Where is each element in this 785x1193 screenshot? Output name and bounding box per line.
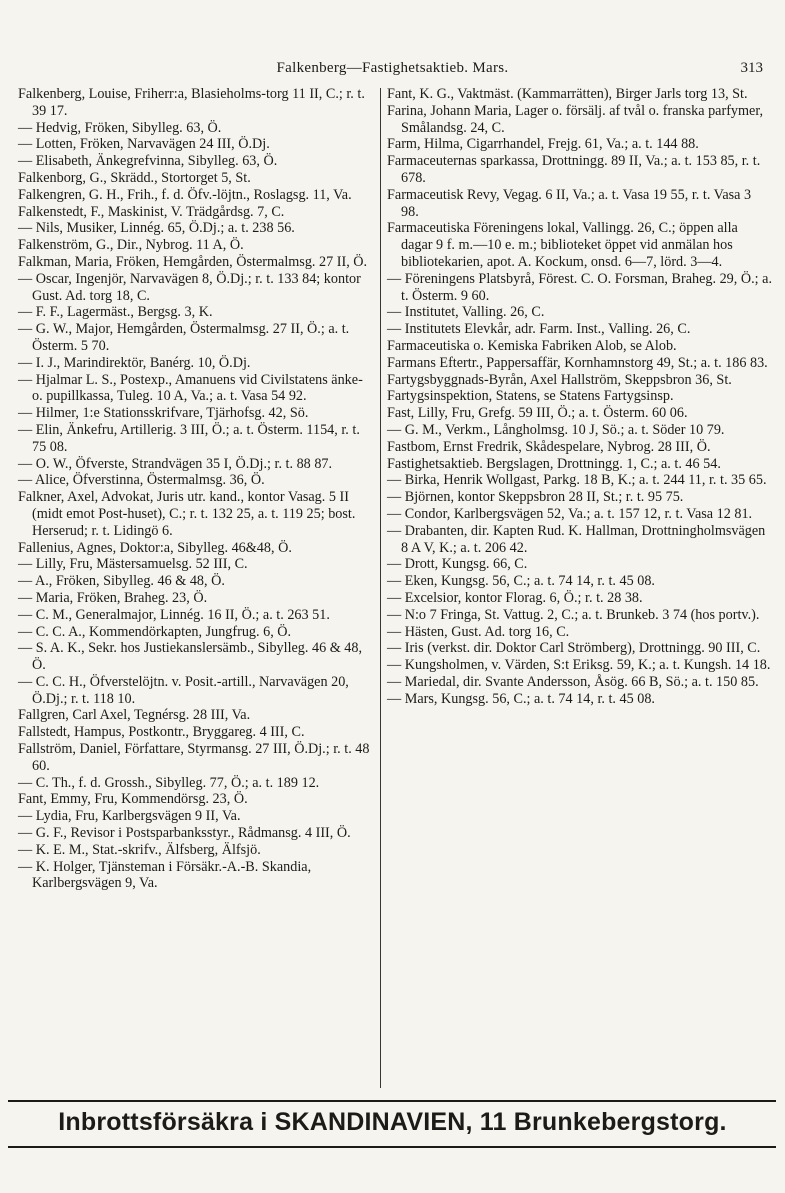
directory-entry: Fastbom, Ernst Fredrik, Skådespelare, Nybrog. 28 III, Ö.: [387, 438, 711, 455]
directory-entry: Farmans Eftertr., Pappersaffär, Kornhamnstorg 49, St.; a. t. 186 83.: [387, 354, 768, 371]
directory-entry: — N:o 7 Fringa, St. Vattug. 2, C.; a. t. Brunkeb. 3 74 (hos portv.).: [387, 606, 760, 623]
directory-entry: Falkman, Maria, Fröken, Hemgården, Östermalmsg. 27 II, Ö.: [18, 253, 368, 270]
column-divider: [380, 88, 381, 1088]
advertisement: Inbrottsförsäkra i SKANDINAVIEN, 11 Brunkebergstorg.: [58, 1108, 727, 1136]
directory-entry: — Elisabeth, Änkegrefvinna, Sibylleg. 63, Ö.: [18, 153, 278, 170]
directory-entry: — F. F., Lagermäst., Bergsg. 3, K.: [18, 304, 213, 321]
directory-entry: Fant, Emmy, Fru, Kommendörsg. 23, Ö.: [18, 791, 248, 808]
directory-entry: — K. Holger, Tjänsteman i Försäkr.-A.-B. Skandia, Karlbergsvägen 9, Va.: [18, 858, 312, 892]
directory-entry: Falkenberg, Louise, Friherr:a, Blasieholms-torg 11 II, C.; r. t. 39 17.: [18, 86, 365, 119]
directory-entry: — Hilmer, 1:e Stationsskrifvare, Tjärhofsg. 42, Sö.: [18, 405, 309, 422]
directory-entry: Falkenstedt, F., Maskinist, V. Trädgårdsg. 7, C.: [18, 203, 285, 220]
directory-entry: — Drabanten, dir. Kapten Rud. K. Hallman, Drottningholmsvägen 8 A V, K.; a. t. 206 42.: [387, 522, 766, 556]
directory-entry: — K. E. M., Stat.-skrifv., Älfsberg, Älfsjö.: [18, 841, 261, 858]
directory-entry: Farmaceuternas sparkassa, Drottningg. 89 II, Va.; a. t. 153 85, r. t. 678.: [387, 153, 761, 186]
page-header: [0, 60, 785, 82]
directory-entry: — S. A. K., Sekr. hos Justiekanslersämb., Sibylleg. 46 & 48, Ö.: [18, 640, 363, 674]
directory-entry: — Mariedal, dir. Svante Andersson, Åsög. 66 B, Sö.; a. t. 150 85.: [387, 673, 759, 690]
directory-entry: — G. M., Verkm., Långholmsg. 10 J, Sö.; a. t. Söder 10 79.: [387, 421, 725, 438]
directory-entry: — Maria, Fröken, Braheg. 23, Ö.: [18, 589, 208, 606]
directory-entry: — C. C. A., Kommendörkapten, Jungfrug. 6, Ö.: [18, 623, 292, 640]
directory-entry: — Björnen, kontor Skeppsbron 28 II, St.; r. t. 95 75.: [387, 489, 684, 506]
directory-entry: — C. Th., f. d. Grossh., Sibylleg. 77, Ö.; a. t. 189 12.: [18, 774, 320, 791]
directory-entry: — Institutet, Valling. 26, C.: [387, 304, 545, 321]
directory-entry: Falkenström, G., Dir., Nybrog. 11 A, Ö.: [18, 237, 244, 254]
directory-entry: — Alice, Öfverstinna, Östermalmsg. 36, Ö.: [18, 472, 265, 489]
directory-entry: Fallgren, Carl Axel, Tegnérsg. 28 III, Va.: [18, 707, 251, 724]
directory-entry: Farina, Johann Maria, Lager o. försälj. af tvål o. franska parfymer, Smålandsg. 24, C.: [387, 102, 764, 136]
advert-rule-bottom: [8, 1146, 776, 1148]
directory-entry: Farmaceutiska o. Kemiska Fabriken Alob, se Alob.: [387, 337, 677, 354]
directory-entry: — Lotten, Fröken, Narvavägen 24 III, Ö.Dj.: [18, 136, 270, 153]
directory-entry: Falkenborg, G., Skrädd., Stortorget 5, St.: [18, 169, 251, 186]
directory-entry: — Mars, Kungsg. 56, C.; a. t. 74 14, r. t. 45 08.: [387, 690, 655, 707]
directory-entry: Farmaceutisk Revy, Vegag. 6 II, Va.; a. t. Vasa 19 55, r. t. Vasa 3 98.: [387, 186, 752, 220]
directory-entry: Fallenius, Agnes, Doktor:a, Sibylleg. 46&48, Ö.: [18, 539, 292, 556]
left-column: [18, 86, 376, 892]
directory-entry: Falkengren, G. H., Frih., f. d. Öfv.-löjtn., Roslagsg. 11, Va.: [18, 186, 352, 203]
page-number: 313: [740, 60, 763, 76]
directory-entry: Farmaceutiska Föreningens lokal, Vallingg. 26, C.; öppen alla dagar 9 f. m.—10 e. m.; biblioteket öppet vid anmälan hos bibliotekarien, apot. A. Kockum, onsd. 6—7, lörd. 3—4.: [387, 220, 738, 270]
directory-entry: — Hästen, Gust. Ad. torg 16, C.: [387, 623, 570, 640]
directory-entry: — C. C. H., Öfverstelöjtn. v. Posit.-artill., Narvavägen 20, Ö.Dj.; r. t. 118 10.: [18, 673, 349, 707]
directory-entry: — Oscar, Ingenjör, Narvavägen 8, Ö.Dj.; r. t. 133 84; kontor Gust. Ad. torg 18, C.: [18, 270, 361, 304]
directory-entry: — Institutets Elevkår, adr. Farm. Inst., Valling. 26, C.: [387, 321, 691, 338]
directory-entry: — Elin, Änkefru, Artillerig. 3 III, Ö.; a. t. Österm. 1154, r. t. 75 08.: [18, 421, 360, 455]
directory-entry: — Eken, Kungsg. 56, C.; a. t. 74 14, r. t. 45 08.: [387, 573, 655, 590]
directory-entry: — Excelsior, kontor Florag. 6, Ö.; r. t. 28 38.: [387, 589, 643, 606]
directory-entry: — Kungsholmen, v. Värden, S:t Eriksg. 59, K.; a. t. Kungsh. 14 18.: [387, 657, 771, 674]
directory-entry: Fant, K. G., Vaktmäst. (Kammarrätten), Birger Jarls torg 13, St.: [387, 86, 748, 102]
directory-entry: — G. W., Major, Hemgården, Östermalmsg. 27 II, Ö.; a. t. Österm. 5 70.: [18, 321, 350, 354]
directory-entry: — Hedvig, Fröken, Sibylleg. 63, Ö.: [18, 119, 222, 136]
directory-entry: Fallström, Daniel, Författare, Styrmansg. 27 III, Ö.Dj.; r. t. 48 60.: [18, 741, 370, 774]
directory-entry: — Föreningens Platsbyrå, Förest. C. O. Forsman, Braheg. 29, Ö.; a. t. Österm. 9 60.: [387, 270, 772, 304]
directory-entry: — A., Fröken, Sibylleg. 46 & 48, Ö.: [18, 573, 225, 590]
right-column: [387, 86, 772, 707]
directory-entry: — I. J., Marindirektör, Banérg. 10, Ö.Dj.: [18, 354, 251, 371]
advert-rule-top: [8, 1100, 776, 1102]
directory-entry: — Nils, Musiker, Linnég. 65, Ö.Dj.; a. t. 238 56.: [18, 220, 295, 237]
directory-entry: Fartygsinspektion, Statens, se Statens Fartygsinsp.: [387, 388, 674, 405]
directory-entry: Fallstedt, Hampus, Postkontr., Bryggareg. 4 III, C.: [18, 724, 305, 741]
directory-entry: Fast, Lilly, Fru, Grefg. 59 III, Ö.; a. t. Österm. 60 06.: [387, 405, 688, 422]
directory-entry: — Hjalmar L. S., Postexp., Amanuens vid Civilstatens änke- o. pupillkassa, Tuleg. 10 A, Va.; a. t. Vasa 54 92.: [18, 371, 363, 405]
directory-entry: — Lilly, Fru, Mästersamuelsg. 52 III, C.: [18, 556, 248, 573]
directory-entry: — Lydia, Fru, Karlbergsvägen 9 II, Va.: [18, 808, 241, 825]
directory-entry: — Condor, Karlbergsvägen 52, Va.; a. t. 157 12, r. t. Vasa 12 81.: [387, 505, 753, 522]
directory-entry: — Drott, Kungsg. 66, C.: [387, 556, 528, 573]
directory-entry: Fartygsbyggnads-Byrån, Axel Hallström, Skeppsbron 36, St.: [387, 371, 732, 388]
directory-entry: — Iris (verkst. dir. Doktor Carl Strömberg), Drottningg. 90 III, C.: [387, 640, 761, 657]
directory-entry: — Birka, Henrik Wollgast, Parkg. 18 B, K.; a. t. 244 11, r. t. 35 65.: [387, 472, 767, 489]
directory-entry: Falkner, Axel, Advokat, Juris utr. kand., kontor Vasag. 5 II (midt emot Post-huset), C.; r. t. 132 25, a. t. 119 25; bost. Herserud; r. t. Lidingö 6.: [18, 489, 356, 539]
directory-entry: — C. M., Generalmajor, Linnég. 16 II, Ö.; a. t. 263 51.: [18, 606, 330, 623]
directory-entry: Fastighetsaktieb. Bergslagen, Drottningg. 1, C.; a. t. 46 54.: [387, 455, 721, 472]
running-title: Falkenberg—Fastighetsaktieb. Mars.: [276, 60, 509, 76]
directory-entry: Farm, Hilma, Cigarrhandel, Frejg. 61, Va.; a. t. 144 88.: [387, 136, 699, 153]
directory-entry: — O. W., Öfverste, Strandvägen 35 I, Ö.Dj.; r. t. 88 87.: [18, 455, 333, 472]
directory-entry: — G. F., Revisor i Postsparbanksstyr., Rådmansg. 4 III, Ö.: [18, 825, 351, 842]
